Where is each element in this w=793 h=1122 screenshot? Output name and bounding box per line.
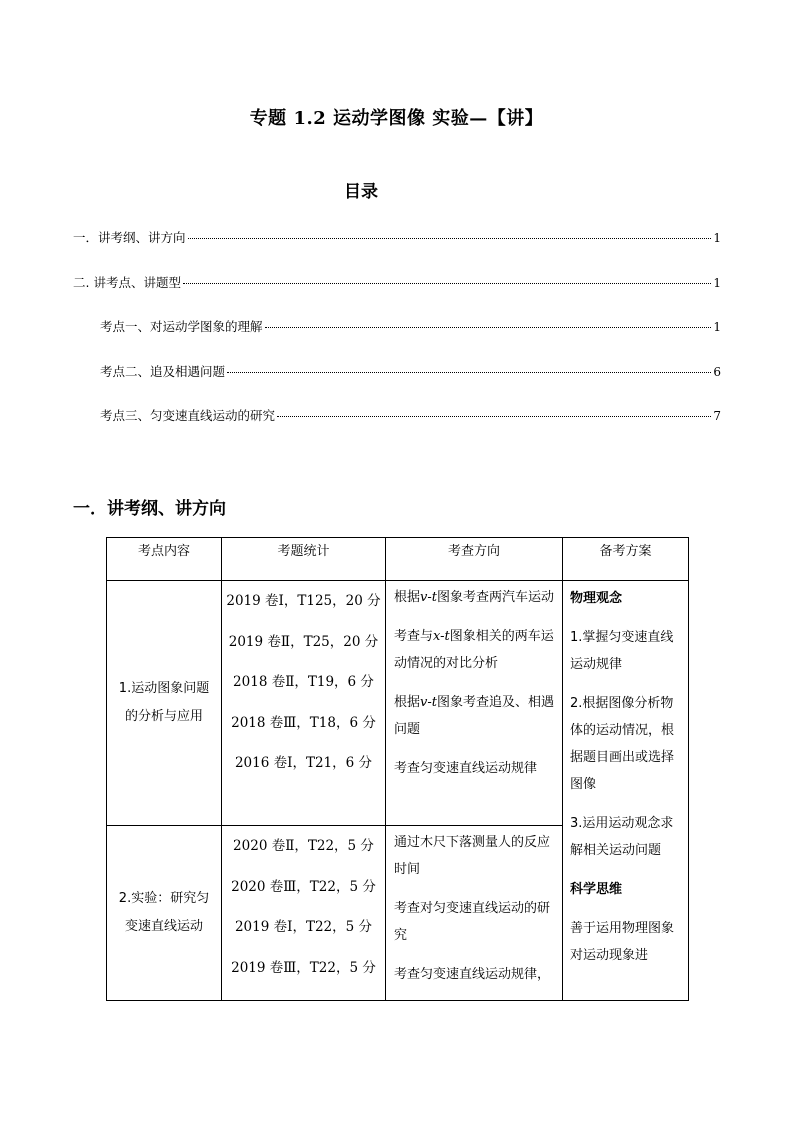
table-header-cell: 考题统计 [222,538,386,581]
toc-entry-page: 7 [713,409,721,424]
stat-entry: 2016 卷Ⅰ，T21，6 分 [234,755,373,771]
category-line: 的分析与应用 [124,709,203,724]
toc-entry-label: 考点三、匀变速直线运动的研究 [100,408,276,424]
plan-cell [563,581,689,1001]
plan-item: 2.根据图像分析物体的运动情况，根据题目画出或选择图像 [570,696,675,792]
toc-entry-label: 考点二、追及相遇问题 [100,363,226,379]
plan-item: 善于运用物理图象对运动现象进 [570,921,675,963]
toc-leader-dots [227,372,711,373]
stat-entry: 2020 卷Ⅱ，T22，5 分 [233,838,374,854]
plan-item: 1.掌握匀变速直线运动规律 [570,630,674,672]
direction-item: 根据v-t图象考查两汽车运动 [394,590,554,605]
category-line: 变速直线运动 [124,919,203,934]
direction-item: 考查对匀变速直线运动的研究 [394,901,551,943]
stat-entry: 2019 卷Ⅲ，T22，5 分 [231,959,376,976]
plan-heading: 物理观念 [570,591,623,606]
stats-cell [222,581,386,826]
toc-entry[interactable] [73,362,721,407]
toc-heading: 目录 [344,182,378,202]
toc-entry-page: 1 [713,320,721,335]
direction-cell [386,581,563,826]
toc-entry-page: 1 [713,275,721,290]
toc-entry-page: 1 [713,231,721,245]
stat-entry: 2019 卷Ⅰ，T22，5 分 [234,919,373,935]
toc-leader-dots [265,327,712,328]
category-cell [107,581,222,826]
direction-cell [386,826,563,1001]
stat-entry: 2019 卷Ⅰ，T125，20 分 [226,593,381,609]
toc-leader-dots [188,238,712,239]
toc-entry[interactable] [73,317,721,362]
toc-entry-label: 二. 讲考点、讲题型 [73,274,181,290]
stat-entry: 2019 卷Ⅱ，T25，20 分 [228,633,379,650]
stats-cell [222,826,386,1001]
stat-entry: 2018 卷Ⅲ，T18，6 分 [231,714,376,731]
toc-entry[interactable] [73,406,721,451]
direction-item: 考查匀变速直线运动规律 [394,761,538,776]
toc-entry-page: 6 [713,364,721,379]
direction-item: 考查匀变速直线运动规律， [394,967,551,982]
toc-entry[interactable] [73,228,721,273]
category-line: 1.运动图象问题 [118,681,210,696]
table-header-cell: 备考方案 [563,538,689,581]
table-header-row [107,538,689,581]
toc-entry[interactable] [73,273,721,318]
table-of-contents [73,228,721,451]
table-header-cell: 考点内容 [107,538,222,581]
stat-entry: 2020 卷Ⅲ，T22，5 分 [231,878,376,895]
toc-entry-label: 考点一、对运动学图象的理解 [100,319,263,335]
category-cell [107,826,222,1001]
toc-leader-dots [277,416,711,417]
direction-item: 考查与x-t图象相关的两车运动情况的对比分析 [394,629,554,671]
direction-item: 通过木尺下落测量人的反应时间 [394,835,551,877]
stat-entry: 2018 卷Ⅱ，T19，6 分 [233,674,374,690]
toc-entry-label: 一．讲考纲、讲方向 [73,230,186,245]
exam-plan-table [106,537,689,1001]
document-title: 专题 1.2 运动学图像 实验—【讲】 [249,108,544,129]
direction-item: 根据v-t图象考查追及、相遇问题 [394,695,554,737]
plan-heading: 科学思维 [570,882,623,897]
toc-leader-dots [183,283,711,284]
category-line: 2.实验：研究匀 [118,891,210,906]
table-row [107,581,689,826]
plan-item: 3.运用运动观念求解相关运动问题 [570,816,674,858]
section-heading: 一．讲考纲、讲方向 [73,499,226,519]
table-header-cell: 考查方向 [386,538,563,581]
